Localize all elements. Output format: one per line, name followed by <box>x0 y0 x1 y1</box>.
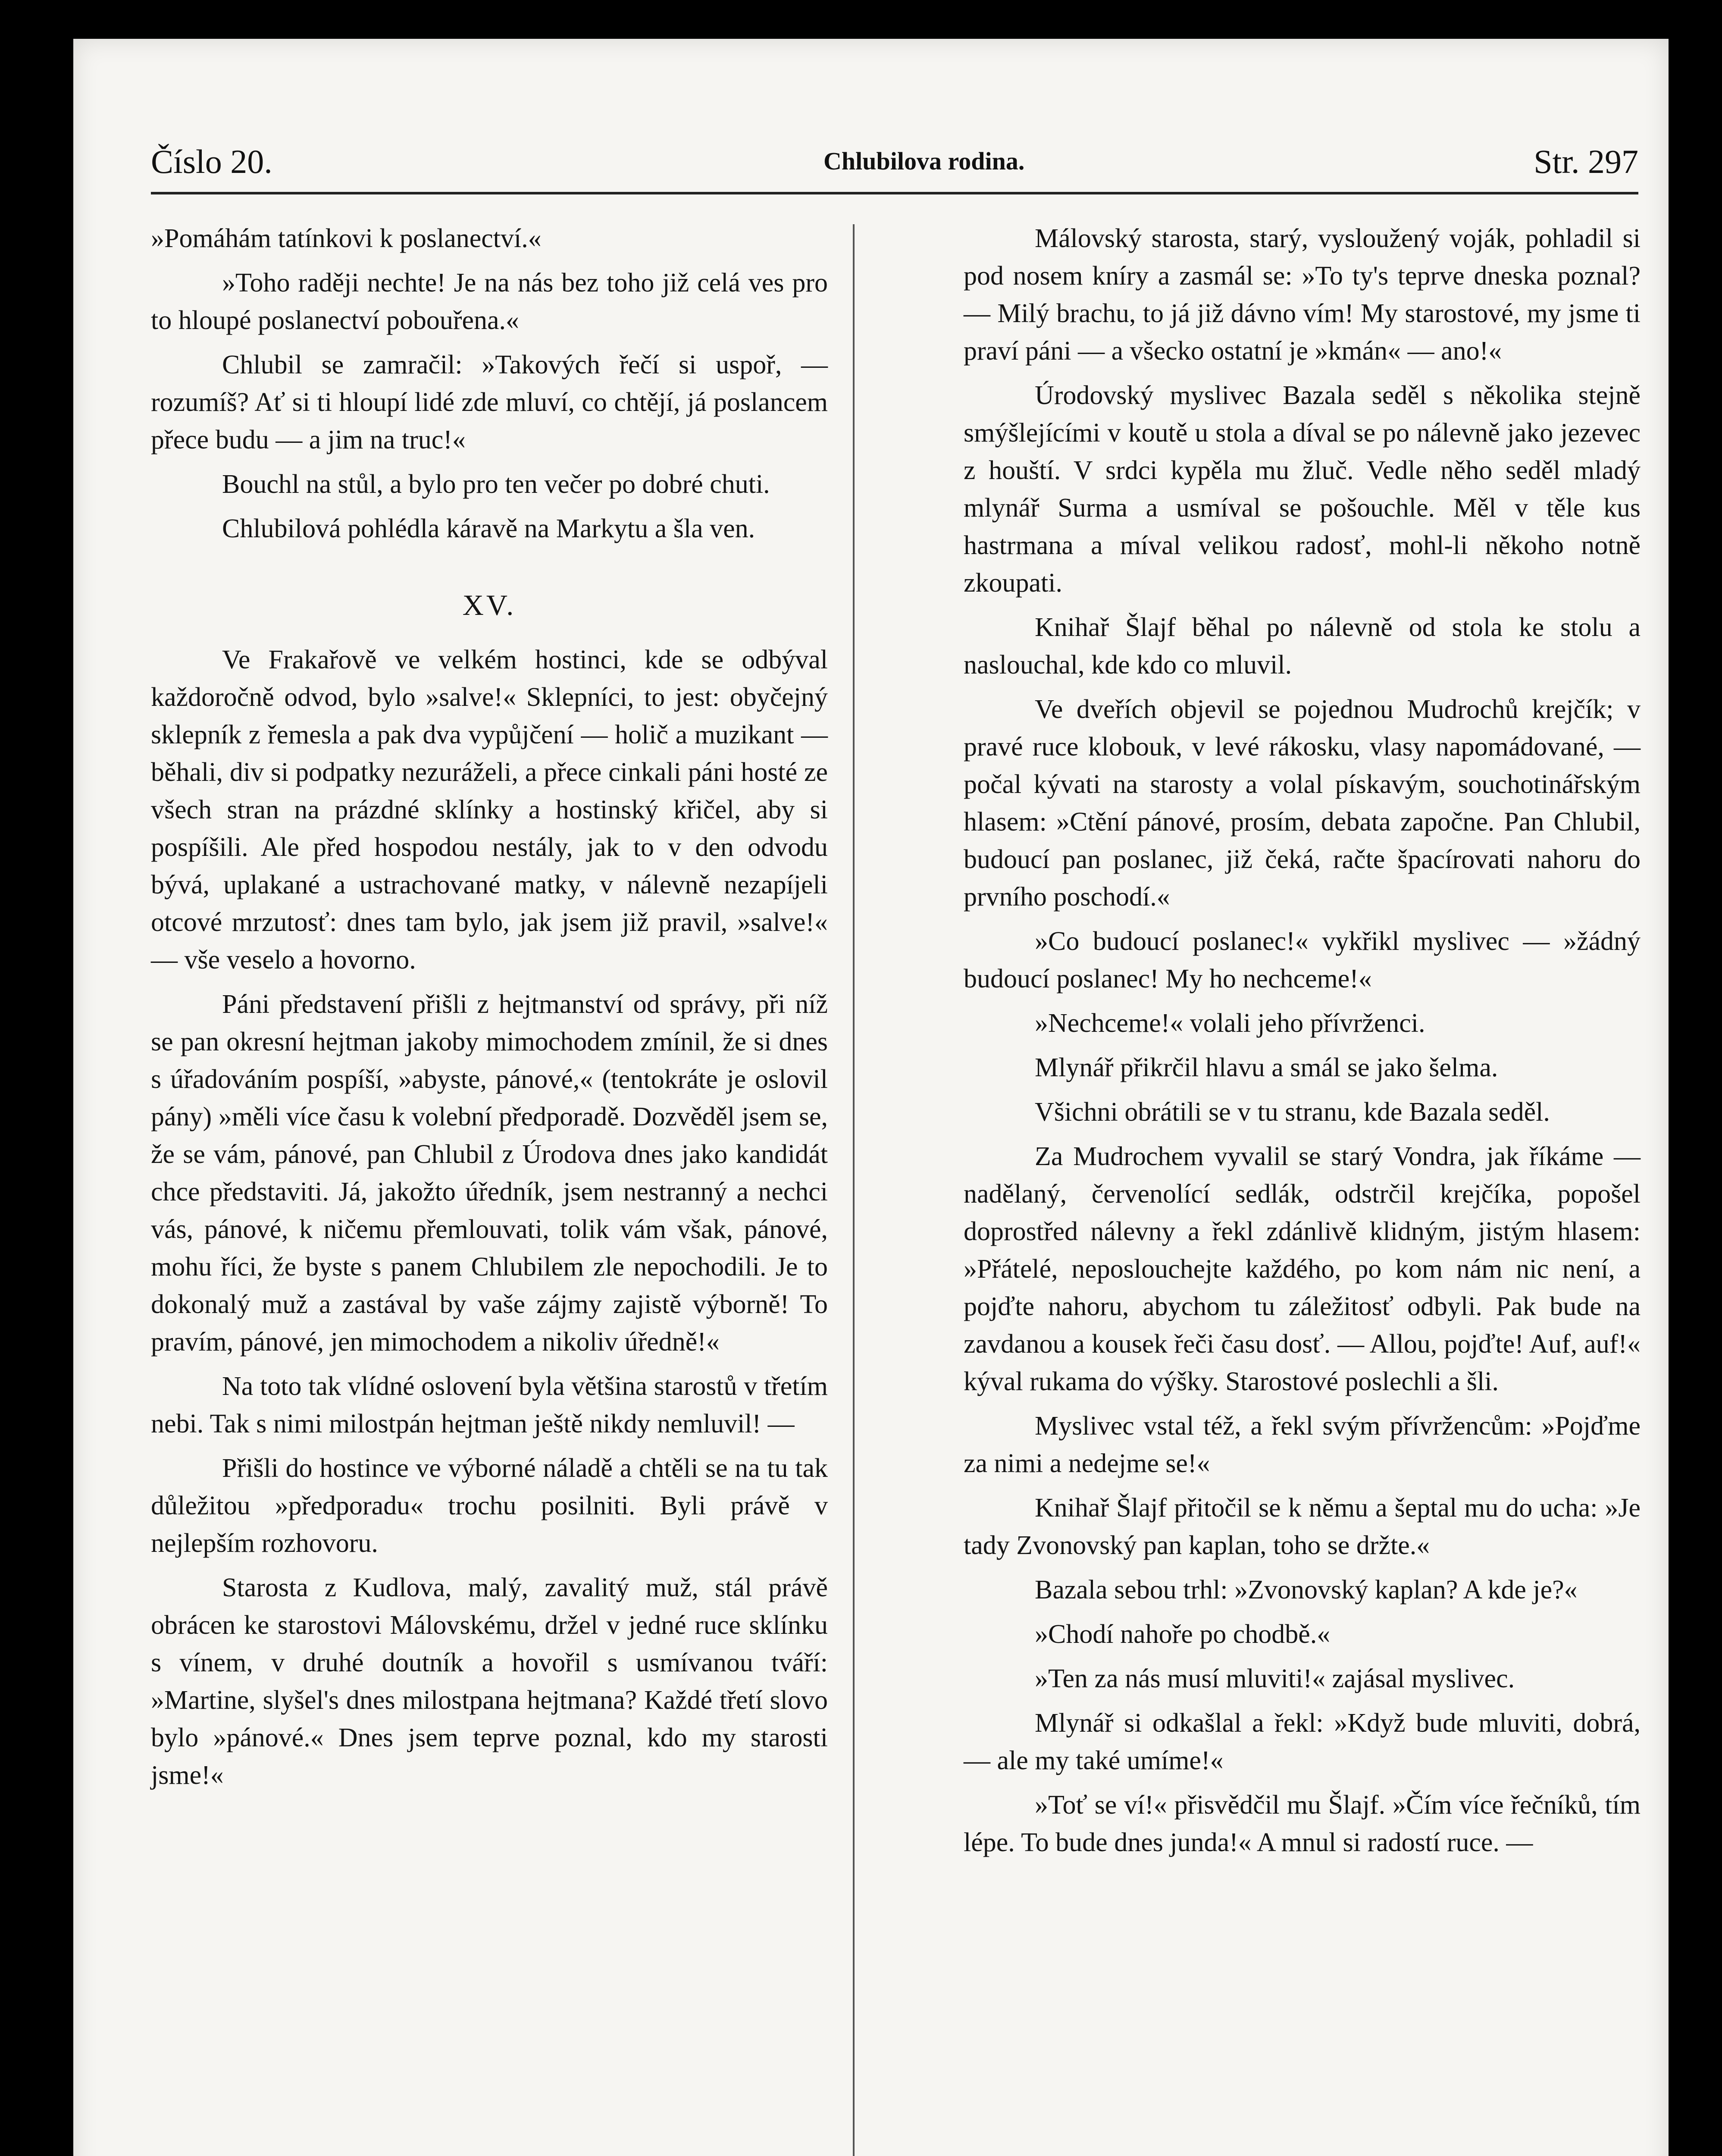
paragraph: Starosta z Kudlova, malý, zavalitý muž, stál právě obrácen ke starostovi Málovskému, držel v jedné ruce sklínku s vínem, v druhé doutník a hovořil s usmívanou tváří: »Martine, slyšel's dnes milostpana hejtmana? Každé třetí slovo bylo »pánové.« Dnes jsem teprve poznal, kdo my starosti jsme!« <box>151 1573 828 1790</box>
column-divider <box>853 224 855 2156</box>
paragraph: »Toť se ví!« přisvědčil mu Šlajf. »Čím více řečníků, tím lépe. To bude dnes junda!« A mnul si radostí ruce. — <box>964 1790 1641 1857</box>
issue-number: Číslo 20. <box>151 143 272 180</box>
paragraph: Na toto tak vlídné oslovení byla většina starostů v třetím nebi. Tak s nimi milostpán hejtman ještě nikdy nemluvil! — <box>151 1372 828 1438</box>
paragraph: Úrodovský myslivec Bazala seděl s několika stejně smýšlejícími v koutě u stola a díval se po nálevně jako jezevec z houští. V srdci kypěla mu žluč. Vedle něho seděl mladý mlynář Surma a usmíval se pošouchle. Měl v těle kus hastrmana a míval velikou radosť, mohl-li někoho notně zkoupati. <box>964 381 1641 598</box>
paragraph: Mlynář si odkašlal a řekl: »Když bude mluviti, dobrá, — ale my také umíme!« <box>964 1708 1641 1775</box>
page <box>73 39 1669 2156</box>
paragraph: Přišli do hostince ve výborné náladě a chtěli se na tu tak důležitou »předporadu« trochu posilniti. Byli právě v nejlepším rozhovoru. <box>151 1454 828 1558</box>
paragraph: Ve dveřích objevil se pojednou Mudrochů krejčík; v pravé ruce klobouk, v levé rákosku, vlasy napomádované, — počal kývati na starosty a volal pískavým, souchotinářským hlasem: »Ctění pánové, prosím, debata započne. Pan Chlubil, budoucí pan poslanec, již čeká, račte špacírovati nahoru do prvního poschodí.« <box>964 695 1641 912</box>
running-header <box>151 125 1638 185</box>
paragraph: Za Mudrochem vyvalil se starý Vondra, jak říkáme — nadělaný, červenolící sedlák, odstrčil krejčíka, popošel doprostřed nálevny a řekl zdánlivě klidným, jistým hlasem: »Přátelé, neposlouchejte každého, po kom nám nic není, a pojďte nahoru, abychom tu záležitosť odbyli. Pak bude na zavdanou a kousek řeči času dosť. — Allou, pojďte! Auf, auf!« kýval rukama do výšky. Starostové poslechli a šli. <box>964 1142 1641 1396</box>
right-column <box>964 220 1641 1868</box>
paragraph: Všichni obrátili se v tu stranu, kde Bazala seděl. <box>1035 1097 1550 1127</box>
paragraph: Málovský starosta, starý, vysloužený voják, pohladil si pod nosem kníry a zasmál se: »To ty's teprve dneska poznal? — Milý brachu, to já již dávno vím! My starostové, my jsme ti praví páni — a všecko ostatní je »kmán« — ano!« <box>964 224 1641 366</box>
paragraph: Mlynář přikrčil hlavu a smál se jako šelma. <box>1035 1053 1498 1082</box>
section-heading: XV. <box>462 589 517 621</box>
left-column <box>151 220 828 1801</box>
paragraph: »Chodí nahoře po chodbě.« <box>1035 1620 1331 1649</box>
paragraph: Myslivec vstal též, a řekl svým přívržencům: »Pojďme za nimi a nedejme se!« <box>964 1411 1641 1478</box>
paragraph: Knihař Šlajf přitočil se k němu a šeptal mu do ucha: »Je tady Zvonovský pan kaplan, toho se držte.« <box>964 1493 1641 1560</box>
paragraph: »Toho raději nechte! Je na nás bez toho již celá ves pro to hloupé poslanectví pobouřena.« <box>151 268 828 335</box>
paragraph: Knihař Šlajf běhal po nálevně od stola ke stolu a naslouchal, kde kdo co mluvil. <box>964 613 1641 680</box>
paragraph: Chlubil se zamračil: »Takových řečí si uspoř, — rozumíš? Ať si ti hloupí lidé zde mluví, co chtějí, já poslancem přece budu — a jim na truc!« <box>151 350 828 454</box>
paragraph: Bouchl na stůl, a bylo pro ten večer po dobré chuti. <box>222 470 770 499</box>
running-title: Chlubilova rodina. <box>823 147 1025 175</box>
page-number: Str. 297 <box>1534 143 1638 180</box>
paragraph: »Co budoucí poslanec!« vykřikl myslivec — »žádný budoucí poslanec! My ho nechceme!« <box>964 927 1641 993</box>
paragraph: Bazala sebou trhl: »Zvonovský kaplan? A kde je?« <box>1035 1575 1578 1604</box>
paragraph: Páni představení přišli z hejtmanství od správy, při níž se pan okresní hejtman jakoby mimochodem zmínil, že si dnes s úřadováním pospíší, »abyste, pánové,« (tentokráte je oslovil pány) »měli více času k volební předporadě. Dozvěděl jsem se, že se vám, pánové, pan Chlubil z Úrodova dnes jako kandidát chce představiti. Já, jakožto úředník, jsem nestranný a nechci vás, pánové, k ničemu přemlouvati, tolik vám však, pánové, mohu říci, že byste s panem Chlubilem zle nepochodili. Je to dokonalý muž a zastával by vaše zájmy zajistě výborně! To pravím, pánové, jen mimochodem a nikoliv úředně!« <box>151 990 828 1357</box>
header-rule <box>151 192 1638 194</box>
paragraph: »Ten za nás musí mluviti!« zajásal myslivec. <box>1035 1664 1515 1693</box>
paragraph: »Pomáhám tatínkovi k poslanectví.« <box>151 224 542 253</box>
paragraph: »Nechceme!« volali jeho přívrženci. <box>1035 1009 1425 1038</box>
paragraph: Chlubilová pohlédla káravě na Markytu a šla ven. <box>222 514 755 543</box>
paragraph: Ve Frakařově ve velkém hostinci, kde se odbýval každoročně odvod, bylo »salve!« Sklepníci, to jest: obyčejný sklepník z řemesla a pak dva vypůjčení — holič a muzikant — běhali, div si podpatky nezuráželi, a přece cinkali páni hosté ze všech stran na prázdné sklínky a hostinský křičel, aby si pospíšili. Ale před hospodou nestály, jak to v den odvodu bývá, uplakané a ustrachované matky, v nálevně nezapíjeli otcové mrzutosť: dnes tam bylo, jak jsem již pravil, »salve!« — vše veselo a hovorno. <box>151 645 828 975</box>
